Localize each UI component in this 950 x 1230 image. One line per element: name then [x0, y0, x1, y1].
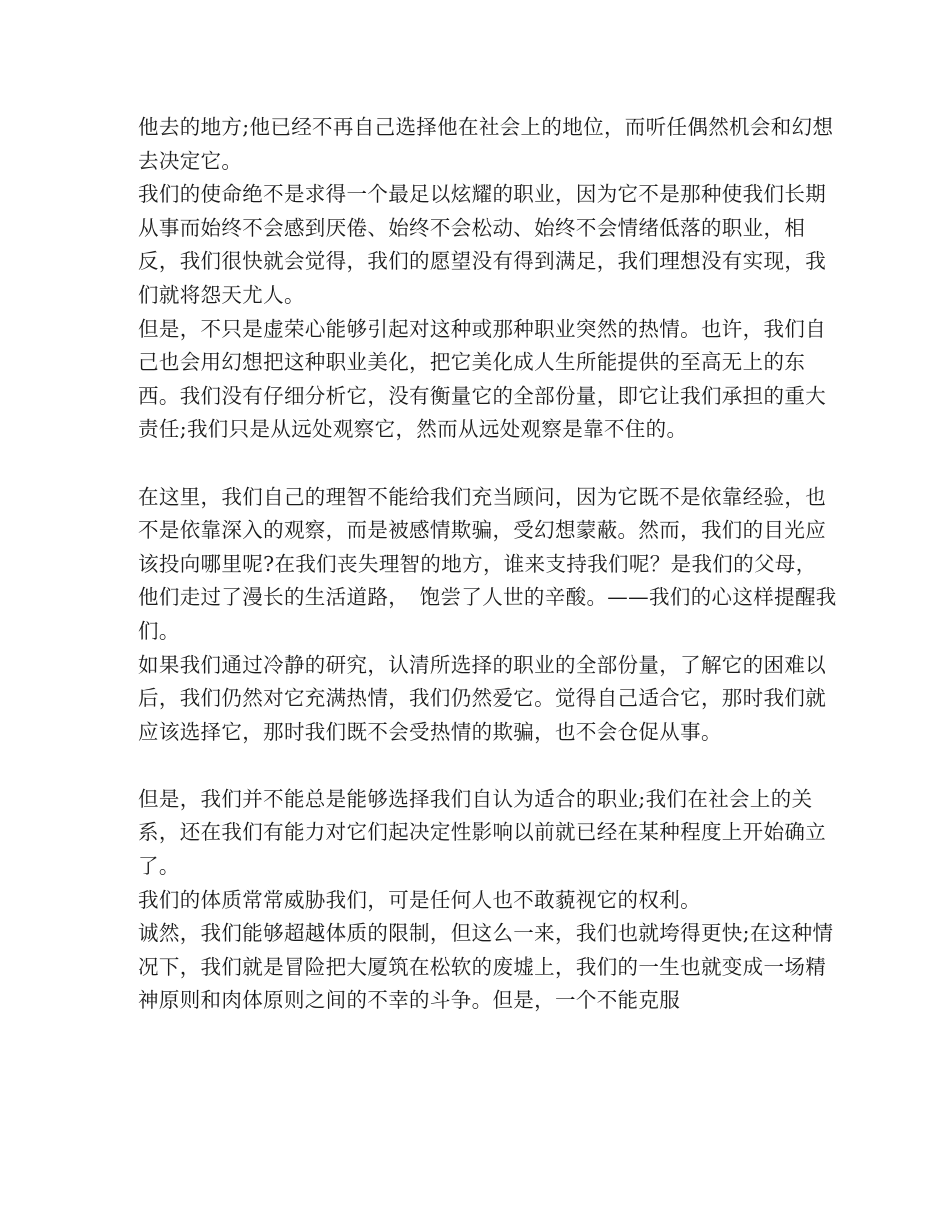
paragraph-7: 我们的体质常常威胁我们，可是任何人也不敢藐视它的权利。 [138, 887, 701, 912]
paragraph-spacer [138, 749, 838, 783]
paragraph-4: 在这里，我们自己的理智不能给我们充当顾问，因为它既不是依靠经验，也不是依靠深入的观察，而是被感情欺骗，受幻想蒙蔽。然而，我们的目光应该投向哪里呢?在我们丧失理智的地方，谁来支持我们呢？是我们的父母， 他们走过了漫长的生活道路， 饱尝了人世的辛酸。——我们的心这样提醒我们。 [138, 484, 837, 643]
paragraph-2: 我们的使命绝不是求得一个最足以炫耀的职业，因为它不是那种使我们长期从事而始终不会感到厌倦、始终不会松动、始终不会情绪低落的职业，相反，我们很快就会觉得，我们的愿望没有得到满足，我们理想没有实现，我们就将怨天尤人。 [138, 182, 827, 307]
paragraph-5: 如果我们通过冷静的研究，认清所选择的职业的全部份量，了解它的困难以后，我们仍然对它充满热情，我们仍然爱它。觉得自己适合它，那时我们就应该选择它，那时我们既不会受热情的欺骗，也不会仓促从事。 [138, 652, 827, 744]
paragraph-1: 他去的地方;他已经不再自己选择他在社会上的地位，而听任偶然机会和幻想去决定它。 [138, 115, 834, 173]
paragraph-3: 但是，不只是虚荣心能够引起对这种或那种职业突然的热情。也许，我们自己也会用幻想把这种职业美化，把它美化成人生所能提供的至高无上的东西。我们没有仔细分析它，没有衡量它的全部份量，即它让我们承担的重大责任;我们只是从远处观察它，然而从远处观察是靠不住的。 [138, 316, 827, 442]
document-body [138, 111, 838, 1018]
paragraph-8: 诚然，我们能够超越体质的限制，但这么一来，我们也就垮得更快;在这种情况下，我们就是冒险把大厦筑在松软的废墟上，我们的一生也就变成一场精神原则和肉体原则之间的不幸的斗争。但是，一个不能克服 [138, 921, 834, 1013]
paragraph-spacer [138, 447, 838, 481]
paragraph-6: 但是，我们并不能总是能够选择我们自认为适合的职业;我们在社会上的关系，还在我们有能力对它们起决定性影响以前就已经在某种程度上开始确立了。 [138, 786, 827, 879]
